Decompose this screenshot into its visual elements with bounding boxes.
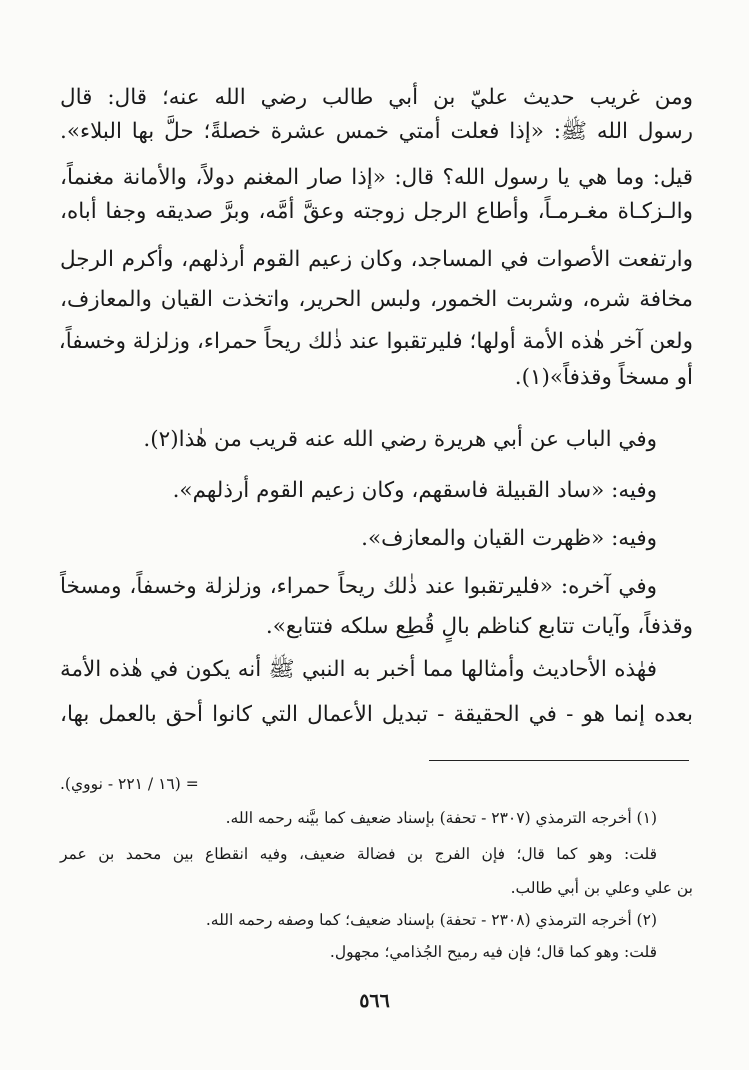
body-line-1: ومن غريب حديث عليّ بن أبي طالب رضي الله عنه؛ قال: قال xyxy=(60,85,693,110)
body-line-12: وفي آخره: «فليرتقبوا عند ذٰلك ريحاً حمراء، وزلزلة وخسفاً، ومسخاً xyxy=(60,574,657,599)
body-line-11: وفيه: «ظهرت القيان والمعازف». xyxy=(361,526,657,551)
body-line-10: وفيه: «ساد القبيلة فاسقهم، وكان زعيم القوم أرذلهم». xyxy=(172,478,657,503)
body-line-7: ولعن آخر هٰذه الأمة أولها؛ فليرتقبوا عند ذٰلك ريحاً حمراء، وزلزلة وخسفاً، xyxy=(58,329,693,354)
footnote-divider xyxy=(429,760,689,761)
footnote-2-note: قلت: وهو كما قال؛ فإن فيه رميح الجُذامي؛ مجهول. xyxy=(329,943,657,961)
footnote-continuation: = (١٦ / ٢٢١ - نووي). xyxy=(60,775,199,793)
body-line-13: وقذفاً، وآيات تتابع كناظم بالٍ قُطِع سلكه فتتابع». xyxy=(265,614,693,639)
body-line-4: والـزكـاة مغـرمـاً، وأطاع الرجل زوجته وعقَّ أمَّه، وبرَّ صديقه وجفا أباه، xyxy=(60,199,693,224)
body-line-6: مخافة شره، وشربت الخمور، ولبس الحرير، واتخذت القيان والمعازف، xyxy=(60,287,693,312)
footnote-1-note: قلت: وهو كما قال؛ فإن الفرج بن فضالة ضعيف، وفيه انقطاع بين محمد بن عمر xyxy=(60,845,657,863)
footnote-1: (١) أخرجه الترمذي (٢٣٠٧ - تحفة) بإسناد ضعيف كما بيَّنه رحمه الله. xyxy=(225,809,657,827)
body-line-8: أو مسخاً وقذفاً»(١). xyxy=(514,365,693,390)
body-line-3: قيل: وما هي يا رسول الله؟ قال: «إذا صار المغنم دولاً، والأمانة مغنماً، xyxy=(60,165,693,190)
body-line-9: وفي الباب عن أبي هريرة رضي الله عنه قريب من هٰذا(٢). xyxy=(143,427,657,452)
footnote-1-note-cont: بن علي وعلي بن أبي طالب. xyxy=(510,879,693,897)
footnote-2: (٢) أخرجه الترمذي (٢٣٠٨ - تحفة) بإسناد ضعيف؛ كما وصفه رحمه الله. xyxy=(205,911,657,929)
body-line-15: بعده إنما هو - في الحقيقة - تبديل الأعمال التي كانوا أحق بالعمل بها، xyxy=(60,702,693,727)
page-number: ٥٦٦ xyxy=(359,990,390,1012)
body-line-2: رسول الله ﷺ: «إذا فعلت أمتي خمس عشرة خصلةً؛ حلَّ بها البلاء». xyxy=(60,119,693,144)
body-line-14: فهٰذه الأحاديث وأمثالها مما أخبر به النبي ﷺ أنه يكون في هٰذه الأمة xyxy=(60,657,657,682)
body-line-5: وارتفعت الأصوات في المساجد، وكان زعيم القوم أرذلهم، وأكرم الرجل xyxy=(60,247,693,272)
